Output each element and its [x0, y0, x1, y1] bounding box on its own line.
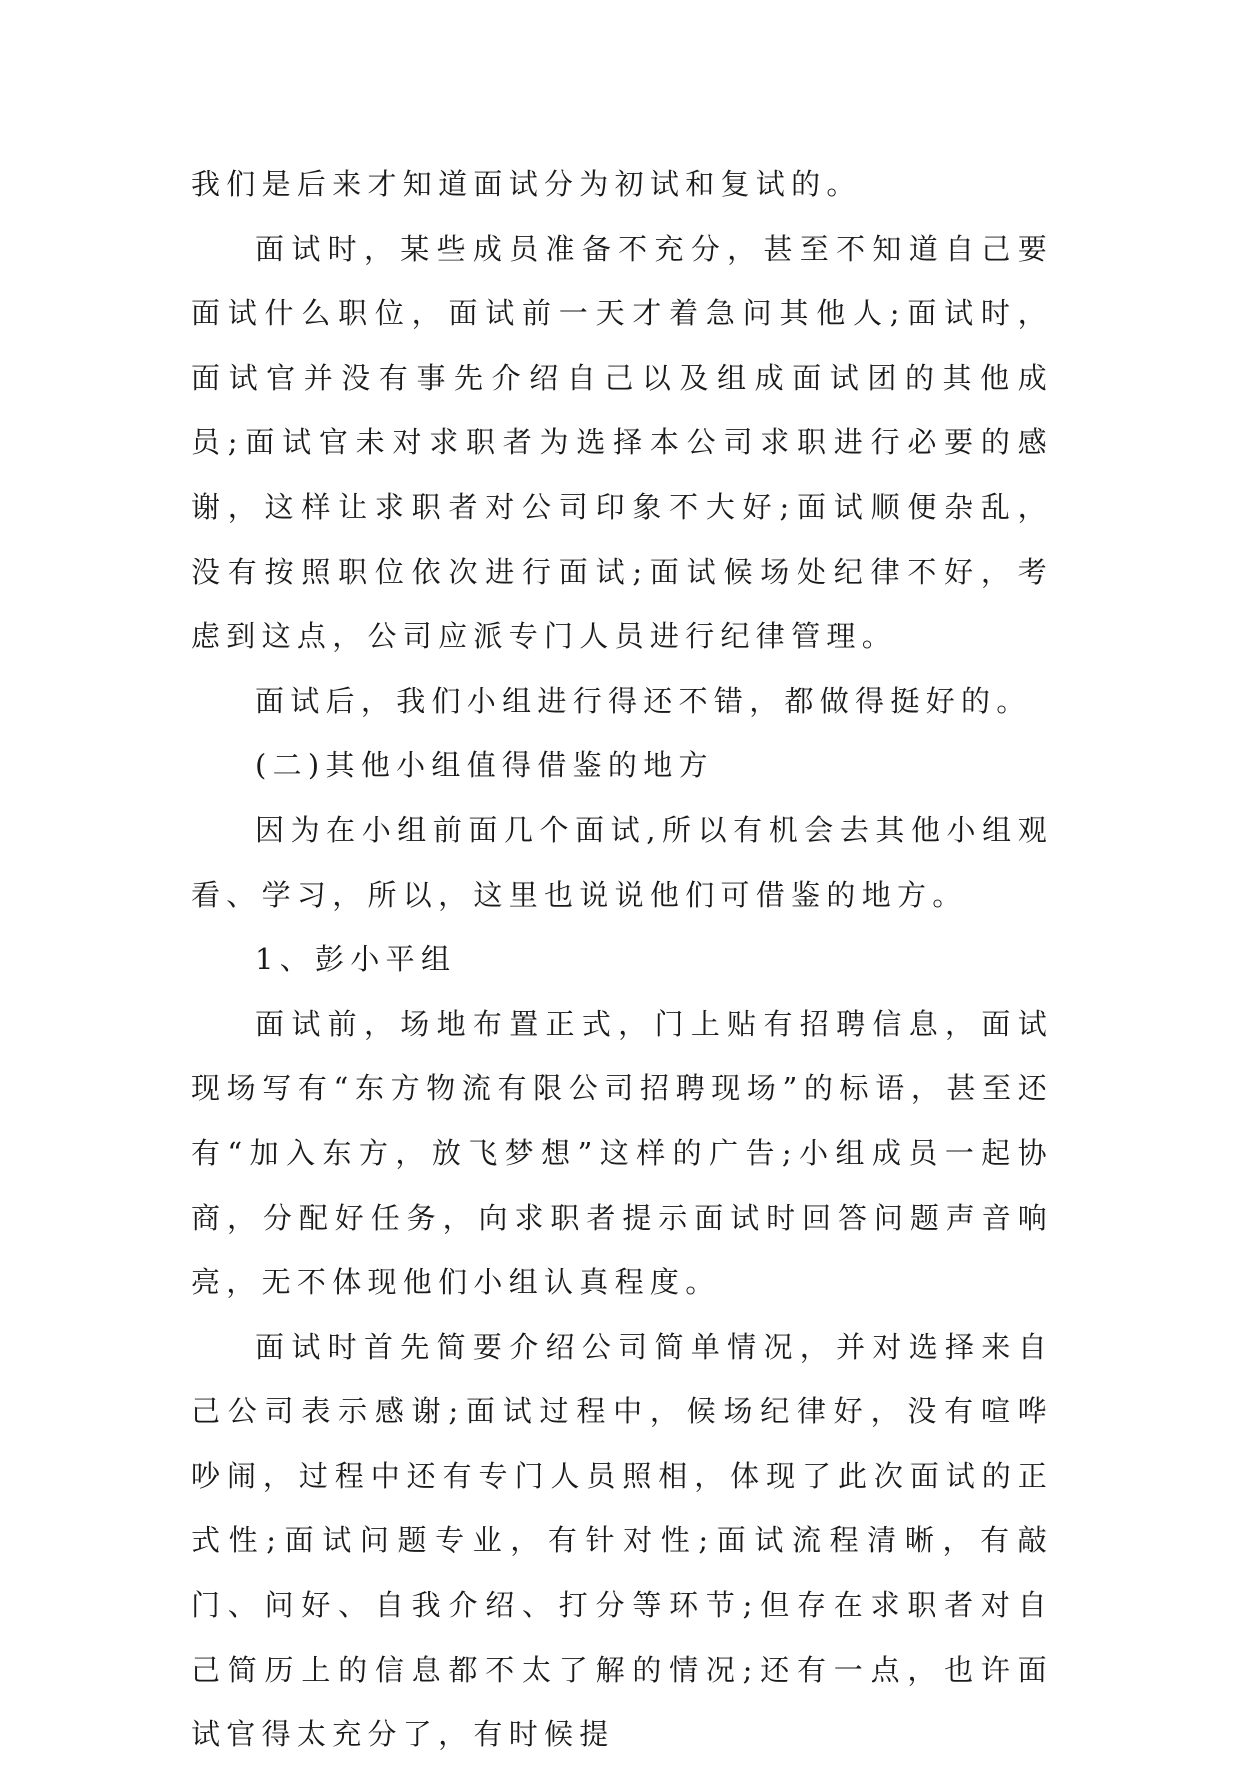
paragraph: 面试后，我们小组进行得还不错，都做得挺好的。: [255, 683, 1032, 718]
paragraph: 我们是后来才知道面试分为初试和复试的。: [191, 167, 862, 201]
document-body: [191, 152, 1053, 1767]
paragraph: 因为在小组前面几个面试,所以有机会去其他小组观看、学习，所以，这里也说说他们可借鉴的地方。: [191, 812, 1053, 912]
paragraph: 面试前，场地布置正式，门上贴有招聘信息，面试现场写有“东方物流有限公司招聘现场”的标语，甚至还有“加入东方，放飞梦想”这样的广告;小组成员一起协商，分配好任务，向求职者提示面试时回答问题声音响亮，无不体现他们小组认真程度。: [191, 1006, 1053, 1300]
paragraph: 面试时，某些成员准备不充分，甚至不知道自己要面试什么职位，面试前一天才着急问其他人;面试时，面试官并没有事先介绍自己以及组成面试团的其他成员;面试官未对求职者为选择本公司求职进行必要的感谢，这样让求职者对公司印象不大好;面试顺便杂乱，没有按照职位依次进行面试;面试候场处纪律不好，考虑到这点，公司应派专门人员进行纪律管理。: [191, 231, 1053, 654]
paragraph: 面试时首先简要介绍公司简单情况，并对选择来自己公司表示感谢;面试过程中，候场纪律好，没有喧哗吵闹，过程中还有专门人员照相，体现了此次面试的正式性;面试问题专业，有针对性;面试流程清晰，有敲门、问好、自我介绍、打分等环节;但存在求职者对自己简历上的信息都不太了解的情况;还有一点，也许面试官得太充分了，有时候提: [191, 1329, 1053, 1752]
subsection-heading: 1、彭小平组: [255, 942, 457, 977]
section-heading: (二)其他小组值得借鉴的地方: [255, 748, 714, 783]
